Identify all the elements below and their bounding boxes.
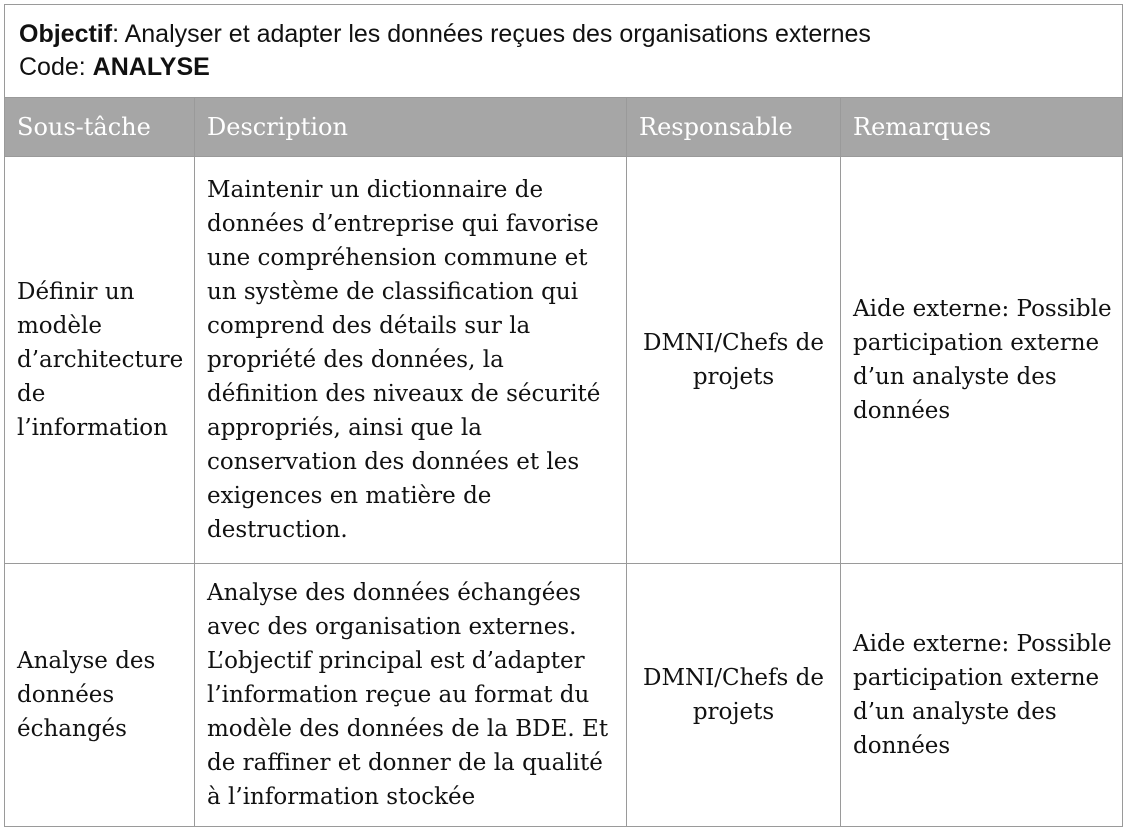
code-value: ANALYSE	[92, 53, 210, 81]
remarks-cell: Aide externe: Possible participation externe d’un analyste des données	[841, 157, 1123, 564]
objective-row	[5, 5, 1123, 98]
task-table	[4, 4, 1123, 827]
responsible-cell: DMNI/Chefs de projets	[627, 157, 841, 564]
header-description: Description	[195, 98, 627, 157]
subtask-cell: Définir un modèle d’architecture de l’information	[5, 157, 195, 564]
header-row	[5, 98, 1123, 157]
remarks-cell: Aide externe: Possible participation externe d’un analyste des données	[841, 564, 1123, 827]
header-subtask: Sous-tâche	[5, 98, 195, 157]
subtask-cell: Analyse des données échangés	[5, 564, 195, 827]
objective-separator: :	[112, 20, 125, 48]
description-cell: Maintenir un dictionnaire de données d’entreprise qui favorise une compréhension commune et un système de classification qui comprend des détails sur la propriété des données, la définition des niveaux de sécurité appropriés, ainsi que la conservation des données et les exigences en matière de destruction.	[195, 157, 627, 564]
responsible-cell: DMNI/Chefs de projets	[627, 564, 841, 827]
header-remarks: Remarques	[841, 98, 1123, 157]
table-row	[5, 157, 1123, 564]
table-row	[5, 564, 1123, 827]
description-cell: Analyse des données échangées avec des organisation externes. L’objectif principal est d’adapter l’information reçue au format du modèle des données de la BDE. Et de raffiner et donner de la qualité à l’information stockée	[195, 564, 627, 827]
objective-cell	[5, 5, 1123, 98]
header-responsible: Responsable	[627, 98, 841, 157]
objective-label: Objectif	[19, 20, 113, 48]
objective-text: Analyser et adapter les données reçues des organisations externes	[124, 20, 871, 48]
code-label: Code:	[19, 53, 93, 81]
